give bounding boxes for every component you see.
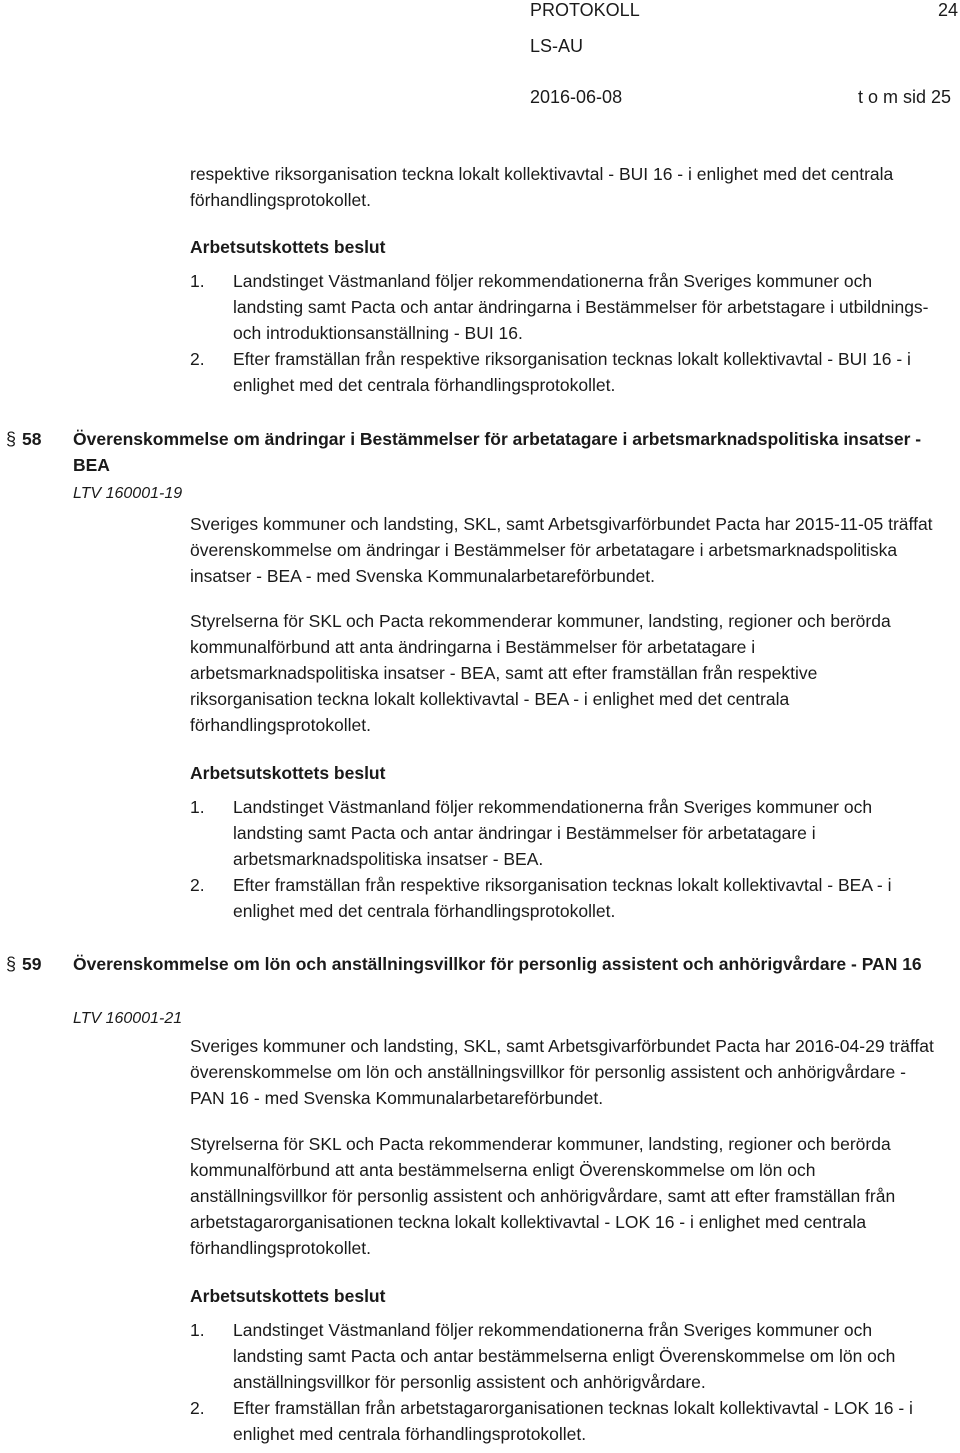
decision-heading-58: Arbetsutskottets beslut: [190, 763, 386, 783]
decision-list-59: [190, 1317, 935, 1447]
page-number: 24: [938, 0, 959, 20]
list-item: 1. Landstinget Västmanland följer rekommendationerna från Sveriges kommuner och landsting samt Pacta och antar bestämmelserna enligt Överenskommelse om lön och anställningsvillkor för personlig assistent och anhörigvårdare.: [190, 1320, 896, 1392]
continuation-text: respektive riksorganisation teckna lokalt kollektivavtal - BUI 16 - i enlighet med det centrala förhandlingsprotokollet.: [190, 164, 894, 210]
case-reference: LTV 160001-21: [73, 1010, 183, 1027]
section-58-para-1: Sveriges kommuner och landsting, SKL, samt Arbetsgivarförbundet Pacta har 2015-11-05 träffat överenskommelse om ändringar i Bestämmelser för arbetatagare i arbetsmarknadspolitiska insatser - BEA - med Svenska Kommunalarbetareförbundet.: [190, 514, 933, 586]
doc-type: PROTOKOLL: [530, 0, 640, 20]
section-59-para-1: Sveriges kommuner och landsting, SKL, samt Arbetsgivarförbundet Pacta har 2016-04-29 träffat överenskommelse om lön och anställningsvillkor för personlig assistent och anhörigvårdare - PAN 16 - med Svenska Kommunalarbetareförbundet.: [190, 1036, 934, 1108]
list-item: 2. Efter framställan från respektive riksorganisation tecknas lokalt kollektivavtal - BUI 16 - i enlighet med det centrala förhandlingsprotokollet.: [190, 349, 911, 395]
section-title: Överenskommelse om lön och anställningsvillkor för personlig assistent och anhörigvårdare - PAN 16: [73, 954, 922, 974]
page-range: t o m sid 25: [858, 87, 952, 107]
section-58-para-2: Styrelserna för SKL och Pacta rekommenderar kommuner, landsting, regioner och berörda kommunalförbund att anta ändringarna i Bestämmelser för arbetatagare i arbetsmarknadspolitiska insatser - BEA, samt att efter framställan från respektive riksorganisation teckna lokalt kollektivavtal - BEA - i enlighet med det centrala förhandlingsprotokollet.: [190, 611, 891, 735]
decision-list-58: [190, 794, 935, 924]
section-number: 58: [22, 429, 42, 449]
decision-list-prev: [190, 268, 935, 398]
list-item: 1. Landstinget Västmanland följer rekommendationerna från Sveriges kommuner och landsting samt Pacta och antar ändringar i Bestämmelser för arbetatagare i arbetsmarknadspolitiska insatser - BEA.: [190, 797, 873, 869]
section-59-para-2: Styrelserna för SKL och Pacta rekommenderar kommuner, landsting, regioner och berörda kommunalförbund att anta bestämmelserna enligt Överenskommelse om lön och anställningsvillkor för personlig assistent och anhörigvårdare, samt att efter framställan från arbetstagarorganisationen teckna lokalt kollektivavtal - LOK 16 - i enlighet med centrala förhandlingsprotokollet.: [190, 1134, 896, 1258]
section-number: 59: [22, 954, 42, 974]
list-item: 2. Efter framställan från arbetstagarorganisationen tecknas lokalt kollektivavtal - LOK 16 - i enlighet med centrala förhandlingsprotokollet.: [190, 1398, 913, 1444]
list-item: 2. Efter framställan från respektive riksorganisation tecknas lokalt kollektivavtal - BEA - i enlighet med det centrala förhandlingsprotokollet.: [190, 875, 892, 921]
case-reference: LTV 160001-19: [73, 485, 183, 502]
section-mark: §: [6, 954, 17, 974]
section-mark: §: [6, 429, 17, 449]
list-item: 1. Landstinget Västmanland följer rekommendationerna från Sveriges kommuner och landsting samt Pacta och antar ändringarna i Bestämmelser för arbetstagare i utbildnings- och introduktionsanställning - BUI 16.: [190, 271, 929, 343]
meeting-date: 2016-06-08: [530, 87, 623, 107]
committee: LS-AU: [530, 36, 584, 56]
decision-heading-prev: Arbetsutskottets beslut: [190, 237, 386, 257]
section-title: Överenskommelse om ändringar i Bestämmelser för arbetatagare i arbetsmarknadspolitiska insatser - BEA: [73, 429, 922, 475]
decision-heading-59: Arbetsutskottets beslut: [190, 1286, 386, 1306]
